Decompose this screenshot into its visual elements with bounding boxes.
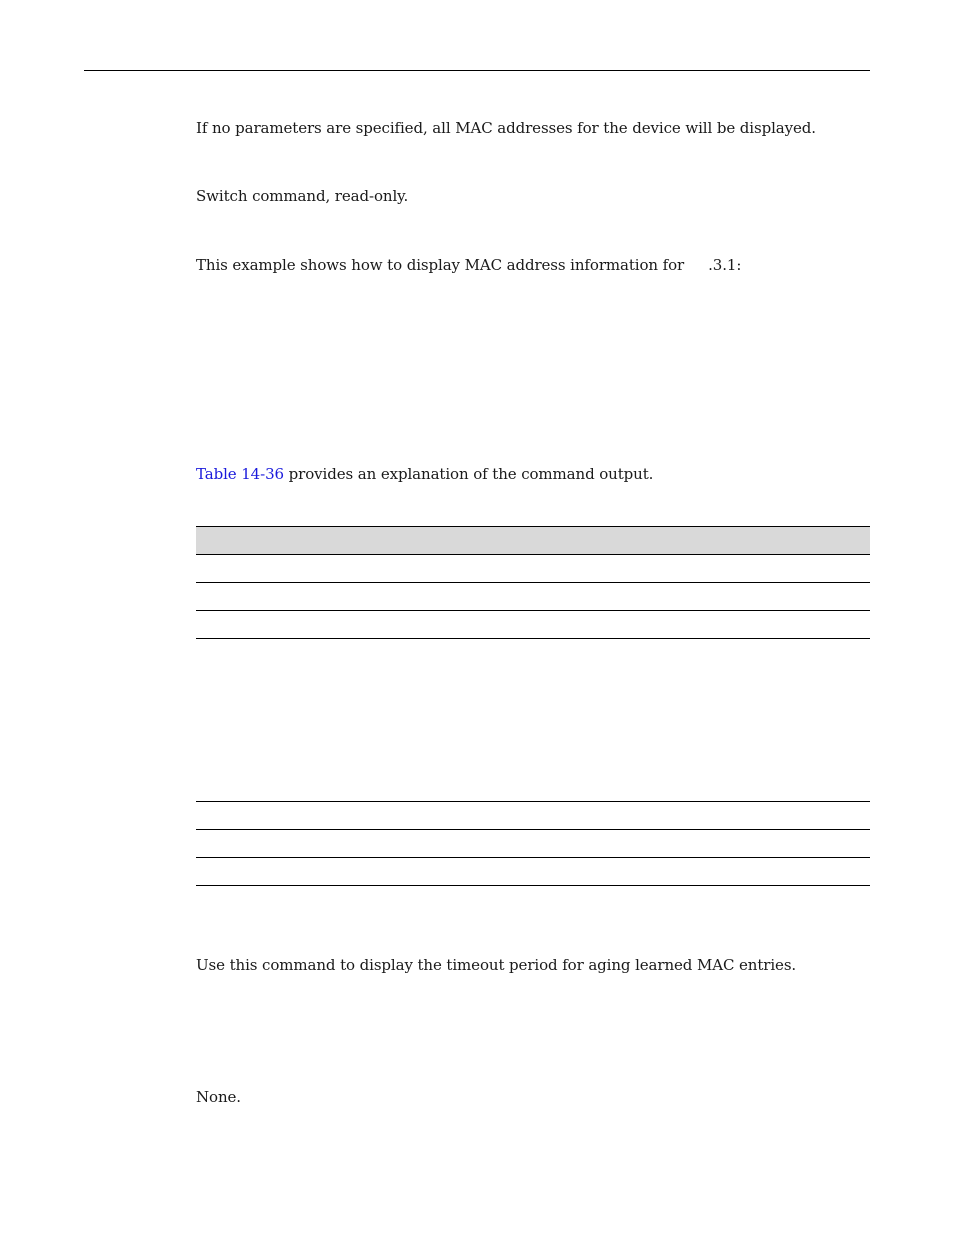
table-row [196,611,870,639]
table-row [196,802,870,830]
example-paragraph [196,256,741,274]
page-header-rule [84,70,870,71]
output-explanation-table [196,526,870,639]
example-text: This example shows how to display MAC address information for [196,256,685,274]
table-row [196,830,870,858]
table-reference-paragraph [196,465,653,483]
table-row [196,583,870,611]
table-header-row [196,526,870,555]
mode-paragraph: Switch command, read-only. [196,187,409,205]
syntax-table [196,801,870,886]
table-reference-text: provides an explanation of the command output. [283,465,654,483]
no-parameters-paragraph: If no parameters are specified, all MAC addresses for the device will be displayed. [196,119,816,137]
parameters-none-paragraph: None. [196,1088,241,1106]
command-description-paragraph: Use this command to display the timeout period for aging learned MAC entries. [196,956,797,974]
example-port: .3.1: [708,256,742,274]
table-row [196,858,870,886]
table-reference-link[interactable]: Table 14-36 [196,465,284,483]
table-row [196,555,870,583]
